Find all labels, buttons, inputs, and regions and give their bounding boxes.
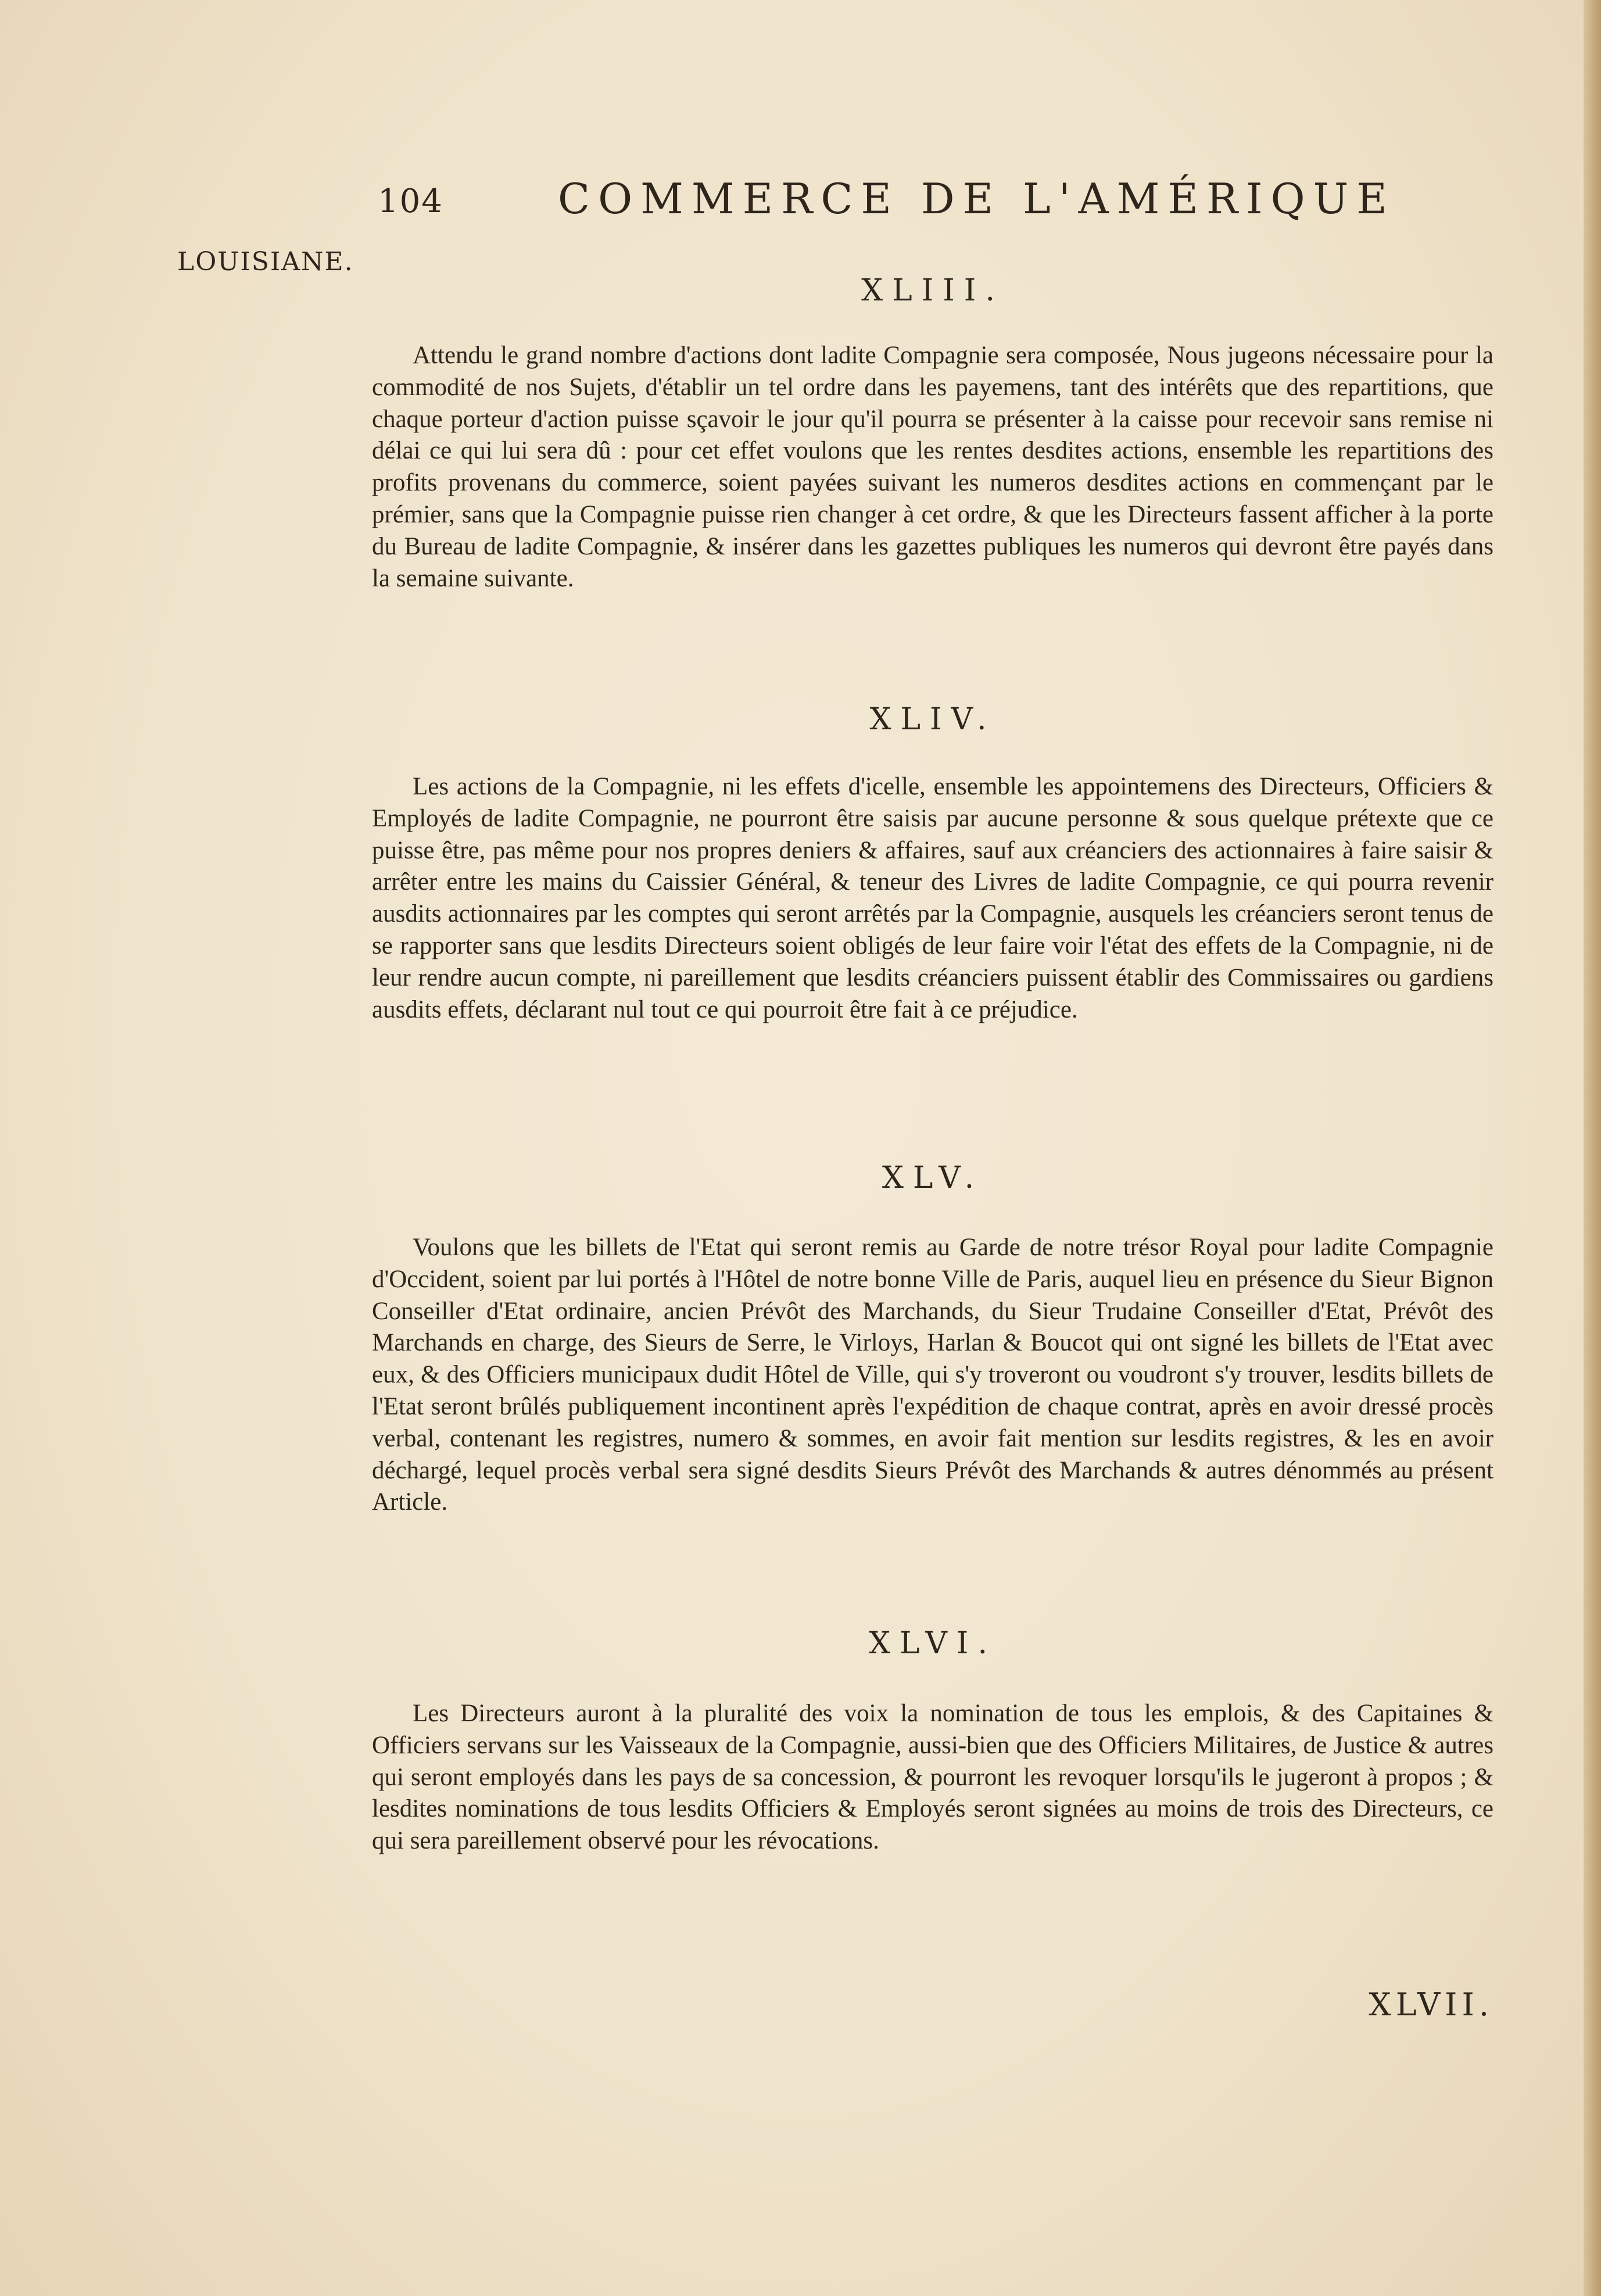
- page-header: [372, 174, 1395, 238]
- page-number: 104: [378, 182, 443, 220]
- article-text-xliii: Attendu le grand nombre d'actions dont ladite Compagnie sera composée, Nous jugeons nécessaire pour la commodité de nos Sujets, d'établir un tel ordre dans les payemens, tant des intérêts que des repartitions, que chaque porteur d'action puisse sçavoir le jour qu'il pourra se présenter à la caisse pour recevoir sans remise ni délai ce qui lui sera dû : pour cet effet voulons que les rentes desdites actions, ensemble les repartitions des profits provenans du commerce, soient payées suivant les numeros desdites actions en commençant par le prémier, sans que la Compagnie puisse rien changer à cet ordre, & que les Directeurs fassent afficher à la porte du Bureau de ladite Compagnie, & insérer dans les gazettes publiques les numeros qui devront être payés dans la semaine suivante.: [372, 342, 1493, 592]
- article-heading-xliv: XLIV.: [869, 702, 996, 737]
- article-heading-xliii: XLIII.: [861, 273, 1004, 308]
- article-heading-xlv: XLV.: [882, 1160, 984, 1195]
- article-text-xliv: Les actions de la Compagnie, ni les effets d'icelle, ensemble les appointemens des Directeurs, Officiers & Employés de ladite Compagnie, ne pourront être saisis par aucune personne & sous quelque prétexte que ce puisse être, pas même pour nos propres deniers & affaires, sauf aux créanciers des actionnaires à faire saisir & arrêter entre les mains du Caissier Général, & teneur des Livres de ladite Compagnie, ce qui pourra revenir ausdits actionnaires par les comptes qui seront arrêtés par la Compagnie, ausquels les créanciers seront tenus de se rapporter sans que lesdits Directeurs soient obligés de leur faire voir l'état des effets de la Compagnie, ni de leur rendre aucun compte, ni pareillement que lesdits créanciers puissent établir des Commissaires ou gardiens ausdits effets, déclarant nul tout ce qui pourroit être fait à ce préjudice.: [372, 773, 1493, 1023]
- article-heading-xlvi: XLVI.: [868, 1626, 997, 1661]
- article-text-xlvi: Les Directeurs auront à la pluralité des voix la nomination de tous les emplois, & des Capitaines & Officiers servans sur les Vaisseaux de la Compagnie, aussi-bien que des Officiers Militaires, de Justice & autres qui seront employés dans les pays de sa concession, & pourront les revoquer lorsqu'ils le jugeront à propos ; & lesdites nominations de tous lesdits Officiers & Employés seront signées au moins de trois des Directeurs, ce qui sera pareillement observé pour les révocations.: [372, 1700, 1493, 1855]
- margin-note: LOUISIANE.: [177, 247, 354, 277]
- page-edge-shadow: [1584, 0, 1601, 2296]
- running-title: COMMERCE DE L'AMÉRIQUE: [558, 174, 1395, 223]
- article-text-xlv: Voulons que les billets de l'Etat qui seront remis au Garde de notre trésor Royal pour ladite Compagnie d'Occident, soient par lui portés à l'Hôtel de notre bonne Ville de Paris, auquel lieu en présence du Sieur Bignon Conseiller d'Etat ordinaire, ancien Prévôt des Marchands, du Sieur Trudaine Conseiller d'Etat, Prévôt des Marchands en charge, des Sieurs de Serre, le Virloys, Harlan & Boucot qui ont signé les billets de l'Etat avec eux, & des Officiers municipaux dudit Hôtel de Ville, qui s'y troveront ou voudront s'y trouver, lesdits billets de l'Etat seront brûlés publiquement incontinent après l'expédition de chaque contrat, après en avoir dressé procès verbal, contenant les registres, numero & sommes, en avoir fait mention sur lesdits registres, & les en avoir déchargé, lequel procès verbal sera signé desdits Sieurs Prévôt des Marchands & autres dénommés au présent Article.: [372, 1234, 1493, 1516]
- catchword: XLVII.: [1369, 1986, 1493, 2023]
